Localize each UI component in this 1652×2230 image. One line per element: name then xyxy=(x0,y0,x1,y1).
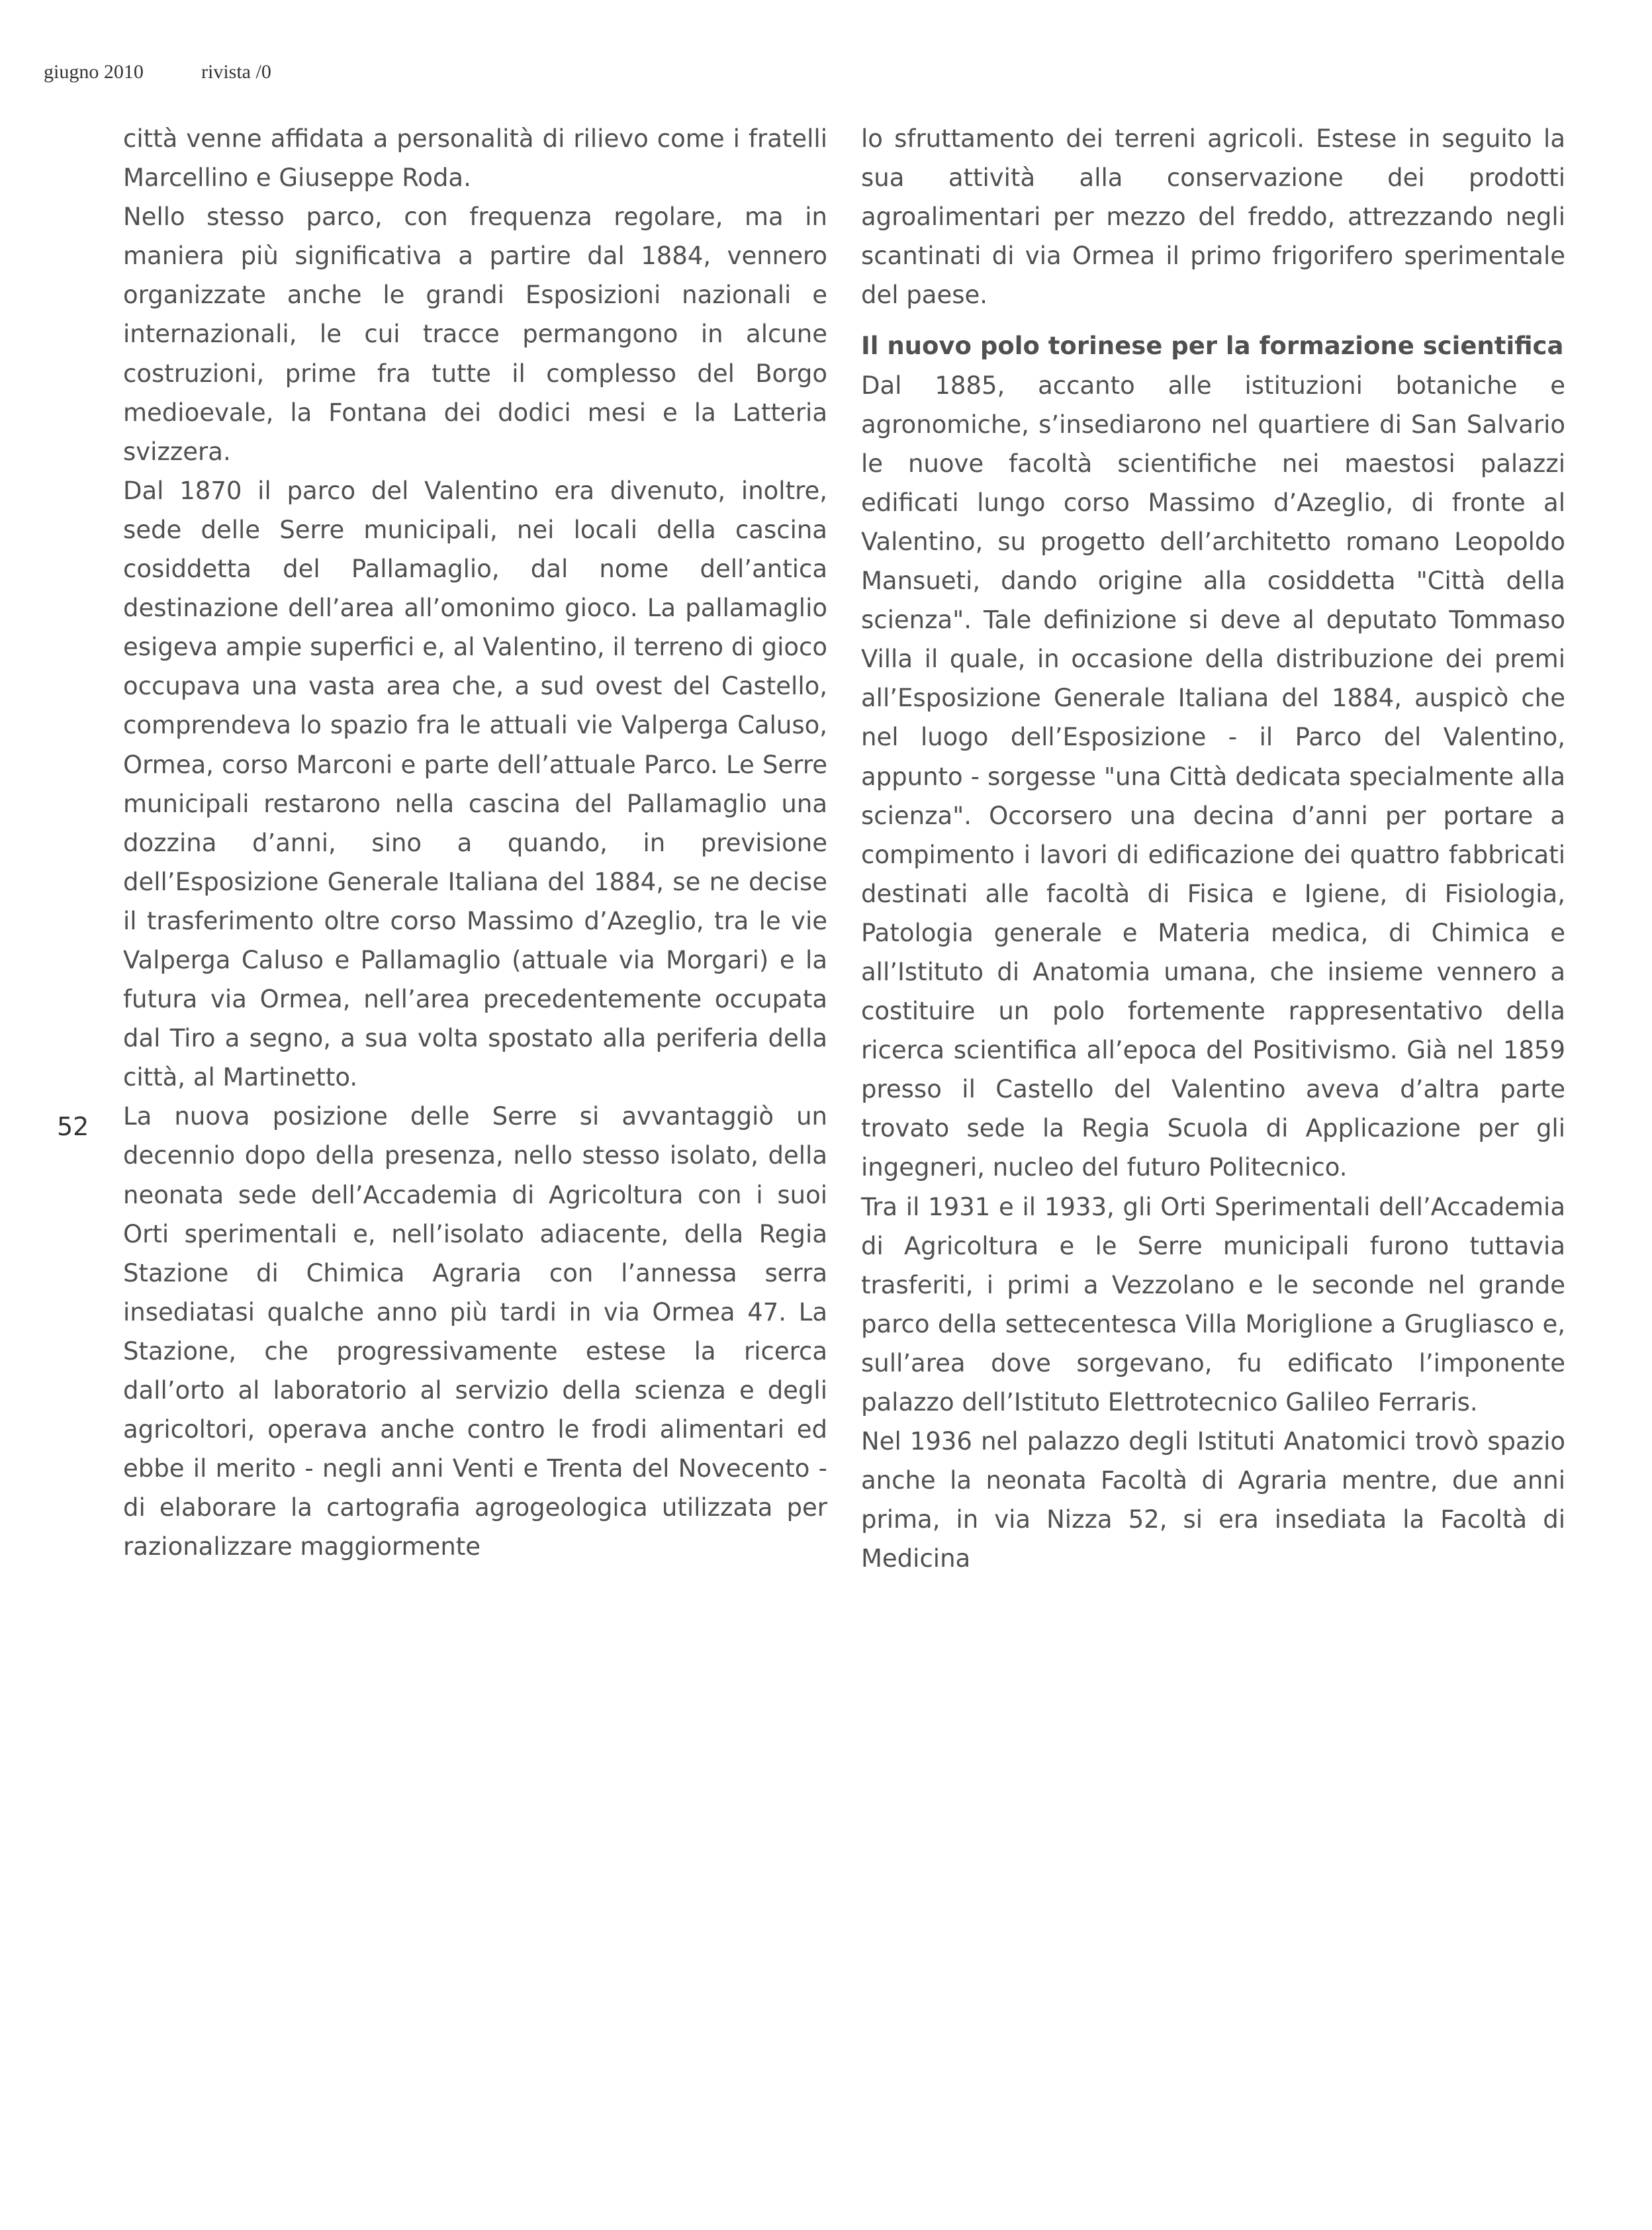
right-intro-paragraph: lo sfruttamento dei terreni agricoli. Estese in seguito la sua attività alla conservazione dei prodotti agroalimentari per mezzo del freddo, attrezzando negli scantinati di via Ormea il primo frigorifero sperimentale del paese. xyxy=(861,124,1565,310)
left-paragraph-3: Dal 1870 il parco del Valentino era divenuto, inoltre, sede delle Serre municipali, nei locali della cascina cosiddetta del Pallamaglio, dal nome dell’antica destinazione dell’area all’omonimo gioco. La pallamaglio esigeva ampie superfici e, al Valentino, il terreno di gioco occupava una vasta area che, a sud ovest del Castello, comprendeva lo spazio fra le attuali vie Valperga Caluso, Ormea, corso Marconi e parte dell’attuale Parco. Le Serre municipali restarono nella cascina del Pallamaglio una dozzina d’anni, sino a quando, in previsione dell’Esposizione Generale Italiana del 1884, se ne decise il trasferimento oltre corso Massimo d’Azeglio, tra le vie Valperga Caluso e Pallamaglio (attuale via Morgari) e la futura via Ormea, nell’area precedentemente occupata dal Tiro a segno, a sua volta spostato alla periferia della città, al Martinetto. xyxy=(123,476,827,1092)
right-paragraph-1: Dal 1885, accanto alle istituzioni botaniche e agronomiche, s’insediarono nel quartiere di San Salvario le nuove facoltà scientifiche nei maestosi palazzi edificati lungo corso Massimo d’Azeglio, di fronte al Valentino, su progetto dell’architetto romano Leopoldo Mansueti, dando origine alla cosiddetta "Città della scienza". Tale definizione si deve al deputato Tommaso Villa il quale, in occasione della distribuzione dei premi all’Esposizione Generale Italiana del 1884, auspicò che nel luogo dell’Esposizione - il Parco del Valentino, appunto - sorgesse "una Città dedicata specialmente alla scienza". Occorsero una decina d’anni per portare a compimento i lavori di edificazione dei quattro fabbricati destinati alle facoltà di Fisica e Igiene, di Fisiologia, Patologia generale e Materia medica, di Chimica e all’Istituto di Anatomia umana, che insieme vennero a costituire un polo fortemente rappresentativo della ricerca scientifica all’epoca del Positivismo. Già nel 1859 presso il Castello del Valentino aveva d’altra parte trovato sede la Regia Scuola di Applicazione per gli ingegneri, nucleo del futuro Politecnico. xyxy=(861,371,1565,1182)
left-column xyxy=(123,119,827,1566)
right-paragraph-2: Tra il 1931 e il 1933, gli Orti Sperimentali dell’Accademia di Agricoltura e le Serre municipali furono tuttavia trasferiti, i primi a Vezzolano e le seconde nel grande parco della settecentesca Villa Moriglione a Grugliasco e, sull’area dove sorgevano, fu edificato l’imponente palazzo dell’Istituto Elettrotecnico Galileo Ferraris. xyxy=(861,1192,1565,1417)
header-magazine: rivista /0 xyxy=(201,61,271,83)
page-header xyxy=(44,61,271,83)
page-number: 52 xyxy=(57,1112,89,1141)
right-paragraph-3: Nel 1936 nel palazzo degli Istituti Anatomici trovò spazio anche la neonata Facoltà di Agraria mentre, due anni prima, in via Nizza 52, si era insediata la Facoltà di Medicina xyxy=(861,1427,1565,1573)
right-column xyxy=(861,119,1565,1578)
left-paragraph-2: Nello stesso parco, con frequenza regolare, ma in maniera più significativa a partire dal 1884, vennero organizzate anche le grandi Esposizioni nazionali e internazionali, le cui tracce permangono in alcune costruzioni, prime fra tutte il complesso del Borgo medioevale, la Fontana dei dodici mesi e la Latteria svizzera. xyxy=(123,203,827,466)
section-heading: Il nuovo polo torinese per la formazione scientifica xyxy=(861,332,1564,361)
left-paragraph-4: La nuova posizione delle Serre si avvantaggiò un decennio dopo della presenza, nello stesso isolato, della neonata sede dell’Accademia di Agricoltura con i suoi Orti sperimentali e, nell’isolato adiacente, della Regia Stazione di Chimica Agraria con l’annessa serra insediatasi qualche anno più tardi in via Ormea 47. La Stazione, che progressivamente estese la ricerca dall’orto al laboratorio al servizio della scienza e degli agricoltori, operava anche contro le frodi alimentari ed ebbe il merito - negli anni Venti e Trenta del Novecento - di elaborare la cartografia agrogeologica utilizzata per razionalizzare maggiormente xyxy=(123,1102,827,1561)
header-date: giugno 2010 xyxy=(44,61,144,83)
left-paragraph-1: città venne affidata a personalità di rilievo come i fratelli Marcellino e Giuseppe Roda. xyxy=(123,124,827,193)
